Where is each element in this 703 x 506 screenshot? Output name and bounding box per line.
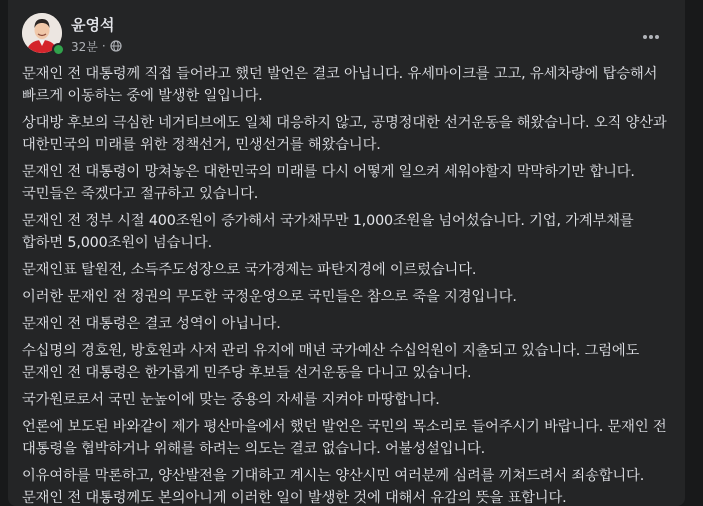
post-paragraph: 문재인표 탈원전, 소득주도성장으로 국가경제는 파탄지경에 이르렀습니다. bbox=[22, 262, 477, 278]
post-body bbox=[22, 63, 674, 506]
meta-separator: · bbox=[101, 39, 106, 53]
post-paragraph: 문재인 전 대통령께 직접 들어라고 했던 발언은 결코 아닙니다. 유세마이크를 고고, 유세차량에 탑승해서 빠르게 이동하는 중에 발생한 일입니다. bbox=[22, 66, 658, 104]
post-paragraph: 수십명의 경호원, 방호원과 사저 관리 유지에 매년 국가예산 수십억원이 지출되고 있습니다. 그럼에도 문재인 전 대통령은 한가롭게 민주당 후보들 선거운동을 다니고 있습니다. bbox=[22, 343, 640, 381]
post-paragraph: 이유여하를 막론하고, 양산발전을 기대하고 계시는 양산시민 여러분께 심려를 끼쳐드려서 죄송합니다. 문재인 전 대통령께도 본의아니게 이러한 일이 발생한 것에 대해서 유감의 뜻을 표합니다. bbox=[22, 468, 645, 506]
post-meta bbox=[71, 38, 122, 54]
post-header bbox=[8, 0, 685, 60]
author-name[interactable]: 윤영석 bbox=[71, 16, 115, 34]
post-timestamp[interactable]: 32분 bbox=[71, 39, 98, 54]
online-status-indicator bbox=[52, 43, 65, 56]
more-horizontal-icon bbox=[642, 34, 660, 40]
post-paragraph: 문재인 전 정부 시절 400조원이 증가해서 국가채무만 1,000조원을 넘어섰습니다. 기업, 가계부채를 합하면 5,000조원이 넘습니다. bbox=[22, 213, 634, 251]
post-paragraph: 문재인 전 대통령이 망쳐놓은 대한민국의 미래를 다시 어떻게 일으켜 세워야할지 막막하기만 합니다. 국민들은 죽겠다고 절규하고 있습니다. bbox=[22, 164, 635, 202]
post-paragraph: 언론에 보도된 바와같이 제가 평산마을에서 했던 발언은 국민의 목소리로 들어주시기 바랍니다. 문재인 전 대통령을 협박하거나 위해를 하려는 의도는 결코 없습니다. 어불성설입니다. bbox=[22, 419, 667, 457]
post-card bbox=[8, 0, 685, 506]
post-paragraph: 국가원로로서 국민 눈높이에 맞는 중용의 자세를 지켜야 마땅합니다. bbox=[22, 392, 440, 408]
globe-icon[interactable] bbox=[110, 40, 122, 52]
post-paragraph: 상대방 후보의 극심한 네거티브에도 일체 대응하지 않고, 공명정대한 선거운동을 해왔습니다. 오직 양산과 대한민국의 미래를 위한 정책선거, 민생선거를 해왔습니다. bbox=[22, 115, 667, 153]
post-paragraph: 문재인 전 대통령은 결코 성역이 아닙니다. bbox=[22, 316, 281, 332]
post-paragraph: 이러한 문재인 전 정권의 무도한 국정운영으로 국민들은 참으로 죽을 지경입니다. bbox=[22, 289, 517, 305]
more-options-button[interactable] bbox=[636, 22, 666, 52]
